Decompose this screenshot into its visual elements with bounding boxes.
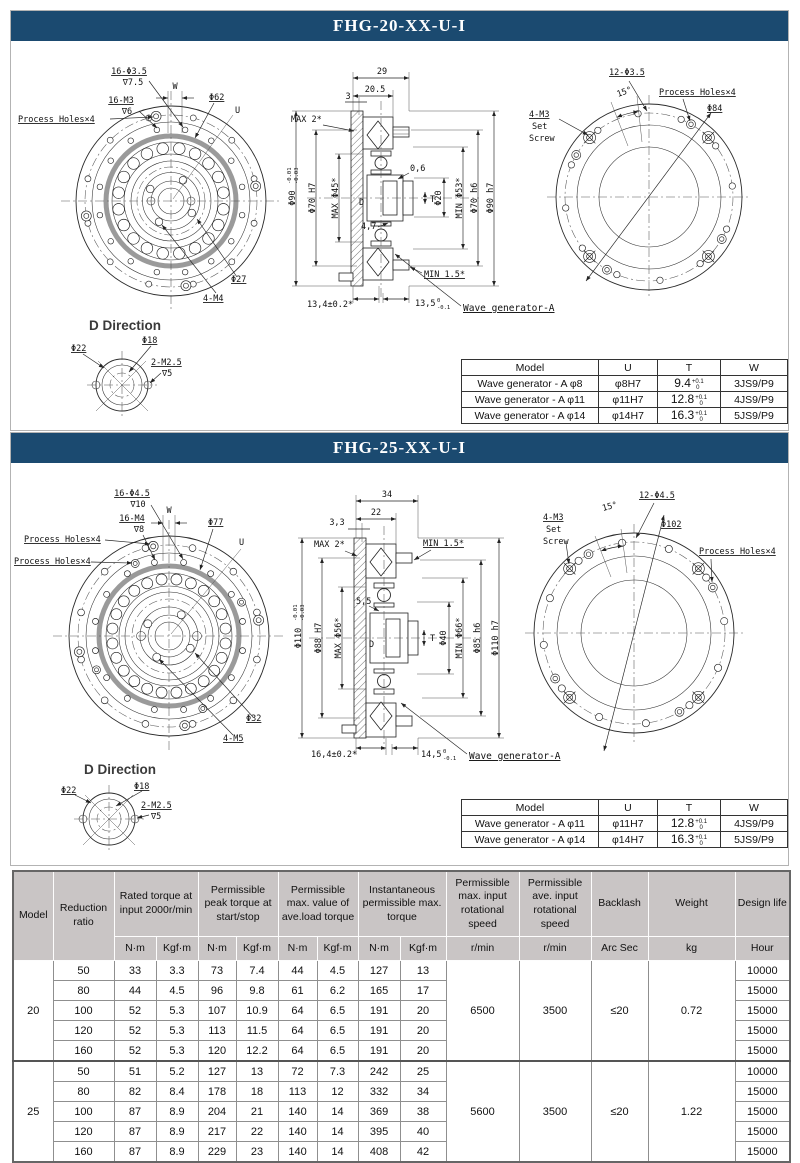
spec-unit: r/min [519,937,591,961]
spec-unit: Kgf·m [236,937,278,961]
spec-max-speed-20: 6500 [446,961,519,1062]
dim-label: ∇10 [130,500,146,510]
spec-unit: r/min [446,937,519,961]
dim-label: 22 [370,508,382,518]
spec-unit: Kgf·m [400,937,446,961]
fhg25-section-view [293,490,564,762]
spec-cell: 20 [400,1001,446,1021]
spec-model-20: 20 [13,961,53,1062]
dim-label: Φ88 H7 [314,622,324,654]
spec-cell: 50 [53,1061,114,1082]
spec-cell: 15000 [735,1142,790,1163]
wg-t-value: 16.3 [670,408,695,423]
dim-label: MAX 2* [314,540,345,550]
spec-header-rated: Rated torque at input 2000r/min [114,871,198,937]
tol-sub: 0 [699,400,703,407]
fhg25-d-direction-detail [61,762,172,853]
wg-u: φ11H7 [598,816,657,832]
spec-header-avg: Permissible max. value of ave.load torque [278,871,358,937]
spec-cell: 15000 [735,981,790,1001]
wg-t [658,816,721,832]
dim-tol: 0 [437,298,441,304]
dim-label: Φ90 h7 [486,182,496,214]
spec-cell: 8.9 [156,1142,198,1163]
process-holes-label: Process Holes×4 [14,557,91,567]
spec-cell: 40 [400,1122,446,1142]
wg-t-value: 9.4 [674,376,691,391]
spec-cell: 22 [236,1122,278,1142]
spec-unit: N·m [278,937,317,961]
spec-header-model: Model [13,871,53,961]
spec-cell: 12.2 [236,1041,278,1062]
spec-cell: 4.5 [156,981,198,1001]
spec-cell: 96 [198,981,236,1001]
wg-w: 5JS9/P9 [720,408,787,424]
wg-model: Wave generator - A φ11 [462,816,599,832]
spec-cell: 120 [198,1041,236,1062]
wg-t-tolerance [695,411,707,423]
spec-unit: Kgf·m [156,937,198,961]
spec-cell: 107 [198,1001,236,1021]
spec-cell: 10000 [735,1061,790,1082]
tol-sup: +0.1 [695,834,708,841]
spec-cell: 229 [198,1142,236,1163]
spec-cell: 191 [358,1001,400,1021]
spec-cell: 204 [198,1102,236,1122]
specification-table [12,870,791,1163]
tol-sup: +0.1 [695,410,708,417]
spec-cell: 4.5 [317,961,358,981]
spec-cell: 13 [400,961,446,981]
dim-tol: -0.1 [443,756,457,762]
spec-cell: 52 [114,1001,156,1021]
tol-sup: +0.1 [695,394,708,401]
spec-cell: 18 [236,1082,278,1102]
set-screw-label: 4-M3 [543,513,564,523]
tol-sub: 0 [696,384,700,391]
wg-header-model: Model [462,360,599,376]
spec-ave-speed-20: 3500 [519,961,591,1062]
dim-label: Φ110 h7 [491,620,501,656]
spec-header-ave-speed: Permissible ave. input rotational speed [519,871,591,937]
dim-label: Φ27 [231,275,247,285]
spec-cell: 191 [358,1021,400,1041]
spec-cell: 12 [317,1082,358,1102]
dim-label: Φ20 [434,190,444,206]
spec-cell: 44 [114,981,156,1001]
dim-label: MIN 1.5* [423,539,464,549]
dim-label: 13,4±0.2* [307,300,354,310]
dim-label: Φ18 [134,782,150,792]
dim-label: 3 [345,92,351,102]
spec-cell: 165 [358,981,400,1001]
dim-tol: 0 [443,749,447,755]
wg-t [658,392,721,408]
wg-header-u: U [598,800,657,816]
spec-unit: kg [648,937,735,961]
set-screw-label: Set [546,525,562,535]
dim-label: ∇8 [133,525,145,535]
dim-label: Φ102 [661,520,682,530]
section-fhg20 [10,10,789,431]
spec-cell: 13 [236,1061,278,1082]
dim-label: 12-Φ3.5 [609,68,645,78]
wg-w: 5JS9/P9 [720,832,787,848]
wg-row [462,408,788,424]
process-holes-label: Process Holes×4 [18,115,95,125]
spec-cell: 64 [278,1041,317,1062]
dim-label: ∇5 [151,812,162,822]
spec-cell: 38 [400,1102,446,1122]
dim-label: 29 [376,67,388,77]
spec-cell: 50 [53,961,114,981]
dim-label: Φ70 h6 [470,182,480,214]
spec-cell: 73 [198,961,236,981]
specification-table-wrap [12,870,791,1163]
spec-cell: 6.5 [317,1001,358,1021]
dim-label: 16-Φ3.5 [111,67,147,77]
fhg20-d-direction-detail [71,318,182,419]
spec-cell: 100 [53,1001,114,1021]
dim-label: W [166,506,172,516]
spec-weight-25: 1.22 [648,1061,735,1162]
spec-ave-speed-25: 3500 [519,1061,591,1162]
dim-label: Φ22 [71,344,87,354]
wg-t-value: 12.8 [670,392,695,407]
dim-label: U [239,538,245,548]
dim-label: Φ22 [61,786,77,796]
spec-cell: 15000 [735,1122,790,1142]
tol-sub: 0 [699,824,703,831]
wave-generator-label: Wave generator-A [469,751,561,762]
dim-label: Φ110 [294,627,304,649]
spec-cell: 8.9 [156,1102,198,1122]
spec-cell: 15000 [735,1021,790,1041]
spec-cell: 15000 [735,1082,790,1102]
spec-cell: 10.9 [236,1001,278,1021]
wg-u: φ11H7 [598,392,657,408]
wg-model: Wave generator - A φ11 [462,392,599,408]
wg-row [462,376,788,392]
spec-cell: 14 [317,1122,358,1142]
dim-label: MAX Φ45* [331,177,341,219]
dim-label: ∇7.5 [122,78,144,88]
wave-generator-table-fhg20 [461,359,788,424]
spec-row [13,1061,790,1082]
wg-model: Wave generator - A φ14 [462,408,599,424]
spec-cell: 72 [278,1061,317,1082]
spec-header-weight: Weight [648,871,735,937]
spec-cell: 15000 [735,1041,790,1062]
spec-cell: 14 [317,1142,358,1163]
spec-row [13,961,790,981]
spec-backlash-20: ≤20 [591,961,648,1062]
wg-u: φ14H7 [598,408,657,424]
wave-generator-label: Wave generator-A [463,303,555,314]
spec-unit: Arc Sec [591,937,648,961]
spec-cell: 242 [358,1061,400,1082]
dim-label: Φ70 H7 [308,182,318,214]
dim-tol: -0.1 [437,305,451,311]
spec-cell: 113 [278,1082,317,1102]
wg-t-value: 16.3 [670,832,695,847]
spec-cell: 178 [198,1082,236,1102]
dim-tol: -0.03 [300,604,306,621]
wg-header-t: T [658,360,721,376]
d-direction-title: D Direction [89,318,162,333]
section-title-fhg20: FHG-20-XX-U-I [11,11,788,41]
spec-unit: N·m [198,937,236,961]
dim-label: W [172,82,178,92]
spec-cell: 395 [358,1122,400,1142]
spec-cell: 20 [400,1041,446,1062]
spec-header-life: Design life [735,871,790,937]
fhg25-rear-view [525,491,776,751]
wg-row [462,392,788,408]
spec-cell: 52 [114,1021,156,1041]
dim-label: 0,6 [410,164,426,174]
dim-label: 13,5 [415,299,436,309]
dim-label: 14,5 [421,750,442,760]
wave-generator-table-fhg25 [461,799,788,848]
spec-cell: 127 [198,1061,236,1082]
fhg20-rear-view [529,68,751,299]
dim-label: D [369,640,375,650]
dim-label: T [430,195,436,205]
dim-label: D [359,198,365,208]
dim-label: Φ62 [209,93,225,103]
spec-unit: N·m [358,937,400,961]
dim-label: 5,5 [356,597,372,607]
spec-cell: 9.8 [236,981,278,1001]
dim-label: 3,3 [329,518,345,528]
spec-cell: 82 [114,1082,156,1102]
spec-header-max-speed: Permissible max. input rotational speed [446,871,519,937]
set-screw-label: Screw [529,134,555,144]
dim-label: 4,7 [361,222,377,232]
spec-cell: 21 [236,1102,278,1122]
dim-label: MAX 2* [291,115,322,125]
spec-unit: Kgf·m [317,937,358,961]
dim-label: 2-M2.5 [141,801,172,811]
dim-label-group [293,604,306,648]
wg-header-u: U [598,360,657,376]
spec-cell: 20 [400,1021,446,1041]
dim-label: 16-Φ4.5 [114,489,150,499]
spec-unit: Hour [735,937,790,961]
dim-label: MIN Φ66* [455,617,465,659]
spec-cell: 34 [400,1082,446,1102]
process-holes-label: Process Holes×4 [659,88,736,98]
wg-header-w: W [720,360,787,376]
dim-label: 2-M2.5 [151,358,182,368]
spec-cell: 33 [114,961,156,981]
dim-tol: -0.01 [287,167,293,184]
wg-t [658,376,721,392]
spec-cell: 191 [358,1041,400,1062]
spec-cell: 369 [358,1102,400,1122]
spec-cell: 64 [278,1001,317,1021]
dim-label: Φ84 [707,104,723,114]
dim-label: T [430,634,436,644]
dim-label: Φ90 [288,190,298,206]
spec-cell: 64 [278,1021,317,1041]
wg-t-value: 12.8 [670,816,695,831]
spec-cell: 8.4 [156,1082,198,1102]
spec-cell: 15000 [735,1102,790,1122]
spec-cell: 87 [114,1102,156,1122]
spec-cell: 3.3 [156,961,198,981]
wg-t-tolerance [695,395,707,407]
spec-cell: 42 [400,1142,446,1163]
dim-tol: -0.03 [294,167,300,184]
spec-cell: 52 [114,1041,156,1062]
spec-cell: 217 [198,1122,236,1142]
dim-tol: -0.01 [293,604,299,621]
spec-cell: 25 [400,1061,446,1082]
spec-cell: 5.3 [156,1001,198,1021]
spec-cell: 8.9 [156,1122,198,1142]
process-holes-label: Process Holes×4 [699,547,776,557]
fhg25-front-view [14,489,285,752]
d-direction-title: D Direction [84,762,157,777]
set-screw-label: Screw [543,537,569,547]
tol-sup: +0.1 [691,378,704,385]
angle-label: 15° [601,500,619,514]
spec-backlash-25: ≤20 [591,1061,648,1162]
spec-cell: 160 [53,1041,114,1062]
wg-u: φ8H7 [598,376,657,392]
angle-label: 15° [615,85,634,100]
spec-header-ratio: Reduction ratio [53,871,114,961]
spec-cell: 408 [358,1142,400,1163]
dim-label: 16,4±0.2* [311,750,358,760]
section-fhg25 [10,432,789,866]
dim-label: Φ40 [439,630,449,646]
wg-u: φ14H7 [598,832,657,848]
spec-header-peak: Permissible peak torque at start/stop [198,871,278,937]
wg-row [462,832,788,848]
spec-header-inst: Instantaneous permissible max. torque [358,871,446,937]
dim-label: 4-M5 [223,734,244,744]
spec-cell: 160 [53,1142,114,1163]
dim-label: 16-M3 [108,96,134,106]
wg-header-model: Model [462,800,599,816]
spec-cell: 140 [278,1142,317,1163]
dim-label: Φ77 [208,518,224,528]
tol-sup: +0.1 [695,818,708,825]
spec-cell: 87 [114,1142,156,1163]
spec-weight-20: 0.72 [648,961,735,1062]
spec-cell: 5.2 [156,1061,198,1082]
wg-t-tolerance [695,835,707,847]
spec-cell: 15000 [735,1001,790,1021]
wg-t [658,408,721,424]
dim-label: 34 [381,490,393,500]
dim-label: MAX Φ56* [334,617,344,659]
spec-cell: 17 [400,981,446,1001]
spec-cell: 120 [53,1021,114,1041]
dim-label: MIN Φ53* [455,177,465,219]
spec-cell: 80 [53,1082,114,1102]
dim-label: 16-M4 [119,514,145,524]
wg-t-tolerance [692,379,704,391]
fhg20-section-view [287,67,555,314]
spec-cell: 6.2 [317,981,358,1001]
spec-cell: 5.3 [156,1041,198,1062]
spec-cell: 10000 [735,961,790,981]
dim-label-group [287,167,300,205]
wg-t [658,832,721,848]
dim-label: 4-M4 [203,294,224,304]
spec-cell: 113 [198,1021,236,1041]
wg-w: 4JS9/P9 [720,816,787,832]
spec-cell: 140 [278,1102,317,1122]
spec-header-backlash: Backlash [591,871,648,937]
spec-cell: 100 [53,1102,114,1122]
dim-label: ∇6 [121,107,133,117]
set-screw-label: Set [532,122,548,132]
spec-cell: 14 [317,1102,358,1122]
wg-model: Wave generator - A φ14 [462,832,599,848]
spec-cell: 44 [278,961,317,981]
tol-sub: 0 [699,416,703,423]
dim-label: Φ18 [142,336,158,346]
tol-sub: 0 [699,840,703,847]
spec-cell: 7.3 [317,1061,358,1082]
spec-cell: 80 [53,981,114,1001]
spec-cell: 87 [114,1122,156,1142]
spec-cell: 120 [53,1122,114,1142]
spec-cell: 51 [114,1061,156,1082]
fhg20-front-view [18,67,281,311]
dim-label: Φ32 [246,714,262,724]
spec-cell: 23 [236,1142,278,1163]
spec-cell: 140 [278,1122,317,1142]
wg-model: Wave generator - A φ8 [462,376,599,392]
wg-row [462,816,788,832]
process-holes-label: Process Holes×4 [24,535,101,545]
wg-t-tolerance [695,819,707,831]
spec-model-25: 25 [13,1061,53,1162]
spec-cell: 61 [278,981,317,1001]
wg-w: 4JS9/P9 [720,392,787,408]
spec-cell: 11.5 [236,1021,278,1041]
dim-label: 12-Φ4.5 [639,491,675,501]
spec-cell: 127 [358,961,400,981]
spec-max-speed-25: 5600 [446,1061,519,1162]
spec-cell: 6.5 [317,1041,358,1062]
wg-header-w: W [720,800,787,816]
spec-cell: 6.5 [317,1021,358,1041]
set-screw-label: 4-M3 [529,110,550,120]
dim-label: ∇5 [162,369,173,379]
section-title-fhg25: FHG-25-XX-U-I [11,433,788,463]
dim-label: U [235,106,241,116]
spec-cell: 5.3 [156,1021,198,1041]
wg-w: 3JS9/P9 [720,376,787,392]
dim-label: MIN 1.5* [424,270,465,280]
spec-cell: 332 [358,1082,400,1102]
wg-header-t: T [658,800,721,816]
dim-label: Φ85 h6 [473,622,483,654]
dim-label: 20.5 [364,85,386,95]
spec-cell: 7.4 [236,961,278,981]
spec-unit: N·m [114,937,156,961]
